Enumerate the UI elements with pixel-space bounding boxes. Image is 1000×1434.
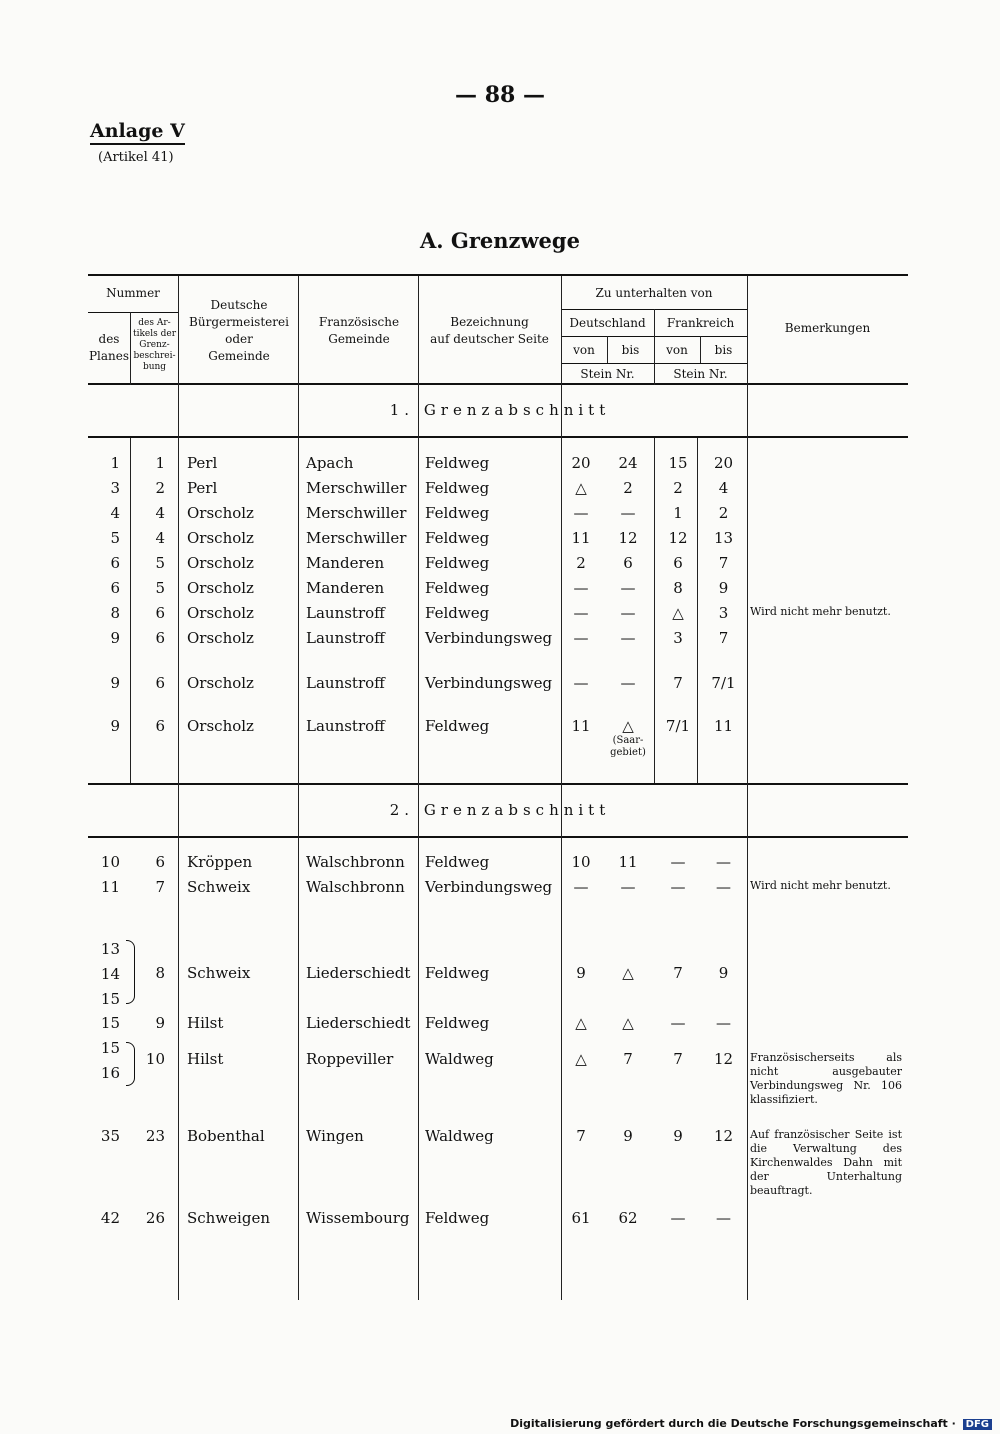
document-heading: A. Grenzwege [420,228,580,253]
cell-plan: 15 16 [100,1038,120,1082]
cell-dvon: 9 [576,964,586,982]
cell-dbis: 24 [618,454,638,472]
footer-credit: Digitalisierung gefördert durch die Deutsche Forschungsgemeinschaft · DFG [510,1417,992,1430]
cell-fr: Apach [306,454,354,472]
cell-bez: Feldweg [425,1014,490,1032]
cell-fvon: △ [672,604,684,622]
cell-dvon: — [573,579,589,597]
cell-fr: Merschwiller [306,529,407,547]
cell-fbis: 12 [713,1127,734,1145]
cell-art: 8 [155,964,165,982]
cell-fr: Manderen [306,579,385,597]
cell-fvon: 15 [668,454,688,472]
cell-art: 6 [155,853,165,871]
cell-fvon: 7/1 [665,717,691,735]
cell-dvon: △ [575,1050,587,1068]
table-row [0,1125,1000,1197]
cell-art: 1 [155,454,165,472]
cell-plan: 6 [110,579,120,597]
cell-fr: Launstroff [306,604,385,622]
cell-art: 26 [145,1209,165,1227]
cell-fvon: 7 [673,674,683,692]
cell-de: Hilst [187,1014,224,1032]
cell-bez: Feldweg [425,717,490,735]
cell-plan: 5 [110,529,120,547]
cell-bez: Waldweg [425,1127,494,1145]
cell-art: 6 [155,604,165,622]
cell-dvon: — [573,878,589,896]
cell-plan: 13 14 15 [100,940,120,1008]
cell-bez: Feldweg [425,479,490,497]
cell-dvon: — [573,504,589,522]
cell-bez: Feldweg [425,579,490,597]
cell-fbis: 9 [718,579,729,597]
cell-fvon: — [670,1014,686,1032]
footer-text: Digitalisierung gefördert durch die Deutsche Forschungsgemeinschaft [510,1417,948,1430]
cell-fbis: — [716,1209,731,1227]
cell-fr: Walschbronn [306,853,405,871]
cell-art: 10 [145,1050,165,1068]
dfg-logo: DFG [963,1419,992,1430]
cell-de: Perl [187,479,218,497]
cell-fvon: 9 [673,1127,683,1145]
table-row [0,715,1000,758]
cell-fvon: — [670,853,686,871]
table-row [0,577,1000,601]
table-row [0,940,1000,1008]
cell-fr: Liederschiedt [306,964,411,982]
page-number: — 88 — [455,82,545,108]
section-title-1: 1. Grenzabschnitt [389,401,611,419]
annex-title: Anlage V [90,120,185,145]
header-nummer: Nummer [106,286,160,300]
cell-art: 6 [155,629,165,647]
cell-bemerkung: Auf französischer Seite ist die Verwaltung des Kirchenwaldes Dahn mit der Unterhaltung beauftragt. [750,1128,902,1197]
cell-dbis-note: (Saar- gebiet) [610,735,646,758]
cell-fbis: 12 [713,1050,734,1068]
header-frankreich: Frankreich [666,316,735,330]
cell-de: Schweix [187,878,251,896]
cell-de: Orscholz [187,674,254,692]
cell-fbis: 11 [713,717,734,735]
header-bemerkungen: Bemerkungen [784,321,871,335]
cell-fr: Roppeviller [306,1050,394,1068]
cell-de: Orscholz [187,717,254,735]
cell-fbis: — [716,878,731,896]
table-row [0,527,1000,551]
cell-bez: Verbindungsweg [425,629,553,647]
cell-dbis: 6 [623,554,633,572]
cell-plan: 9 [110,629,120,647]
cell-fbis: 2 [718,504,729,522]
cell-dvon: 10 [571,853,591,871]
cell-art: 4 [155,504,165,522]
header-des-planes: des Planes [88,332,130,363]
cell-fbis: 20 [713,454,734,472]
cell-fvon: 2 [673,479,683,497]
cell-fbis: 7 [718,554,729,572]
cell-dbis: — [620,604,636,622]
cell-de: Kröppen [187,853,253,871]
table-row [0,1038,1000,1106]
cell-fr: Walschbronn [306,878,405,896]
cell-fbis: 9 [718,964,729,982]
nummer-underline [88,312,178,313]
brace-15-16 [126,1042,135,1086]
cell-bez: Feldweg [425,554,490,572]
cell-fvon: 7 [673,964,683,982]
cell-fr: Manderen [306,554,385,572]
table-row [0,502,1000,526]
header-fr-stein: Stein Nr. [673,367,728,381]
cell-bemerkung: Wird nicht mehr benutzt. [750,879,891,892]
header-bottom-rule [88,383,908,385]
cell-dvon: △ [575,1014,587,1032]
cell-bez: Feldweg [425,454,490,472]
cell-de: Orscholz [187,554,254,572]
table-row [0,876,1000,900]
cell-art: 23 [145,1127,165,1145]
table-row [0,672,1000,696]
cell-de: Orscholz [187,504,254,522]
cell-dbis: — [620,674,636,692]
cell-fr: Launstroff [306,717,385,735]
header-franzoesische: Französische Gemeinde [318,315,400,346]
cell-plan: 9 [110,674,120,692]
cell-dvon: — [573,604,589,622]
cell-dbis: △ [622,717,634,735]
cell-art: 5 [155,554,165,572]
header-de-von: von [573,343,595,357]
cell-fvon: 3 [673,629,683,647]
cell-bemerkung: Französischerseits als nicht ausgebauter Verbindungsweg Nr. 106 klassifiziert. [750,1051,902,1106]
cell-de: Orscholz [187,629,254,647]
header-de-bis: bis [621,343,640,357]
cell-fr: Launstroff [306,629,385,647]
cell-dvon: — [573,674,589,692]
cell-dvon: 20 [571,454,591,472]
cell-fr: Liederschiedt [306,1014,411,1032]
cell-de: Orscholz [187,529,254,547]
cell-plan: 9 [110,717,120,735]
cell-art: 6 [155,674,165,692]
cell-dbis: — [620,579,636,597]
cell-dvon: 11 [571,529,591,547]
cell-fvon: 7 [673,1050,683,1068]
cell-bez: Feldweg [425,504,490,522]
header-deutsche: Deutsche Bürgermeisterei oder Gemeinde [189,298,289,363]
cell-fbis: — [716,853,731,871]
cell-fvon: 8 [673,579,683,597]
header-fr-von: von [666,343,688,357]
cell-bez: Feldweg [425,604,490,622]
cell-dbis: 9 [623,1127,633,1145]
cell-dbis: — [620,504,636,522]
cell-art: 2 [155,479,165,497]
table-row [0,552,1000,576]
section-title-2: 2. Grenzabschnitt [389,801,611,819]
cell-bez: Feldweg [425,853,490,871]
cell-plan: 6 [110,554,120,572]
cell-de: Bobenthal [187,1127,265,1145]
cell-dbis: △ [622,1014,634,1032]
cell-plan: 11 [100,878,120,896]
cell-fbis: 7/1 [711,674,736,692]
section2-rule [88,836,908,838]
cell-art: 7 [155,878,165,896]
header-zu-unterhalten: Zu unterhalten von [595,286,713,300]
cell-fr: Merschwiller [306,504,407,522]
cell-art: 9 [155,1014,165,1032]
cell-dvon: 61 [571,1209,591,1227]
cell-fbis: 13 [713,529,734,547]
cell-fvon: — [670,1209,686,1227]
cell-plan: 15 [100,1014,120,1032]
cell-bez: Verbindungsweg [425,674,553,692]
cell-bemerkung: Wird nicht mehr benutzt. [750,605,891,618]
cell-fbis: 7 [718,629,729,647]
cell-plan: 35 [100,1127,120,1145]
cell-dbis: △ [622,964,634,982]
table-row [0,627,1000,651]
section1-end-rule [88,783,908,785]
cell-de: Perl [187,454,218,472]
table-top-rule [88,274,908,276]
cell-art: 6 [155,717,165,735]
cell-dvon: 2 [576,554,586,572]
cell-fr: Merschwiller [306,479,407,497]
table-row [0,1012,1000,1036]
cell-bez: Feldweg [425,964,490,982]
cell-bez: Waldweg [425,1050,494,1068]
cell-de: Orscholz [187,579,254,597]
cell-dbis: 11 [618,853,638,871]
cell-de: Hilst [187,1050,224,1068]
cell-dvon: 11 [571,717,591,735]
cell-fr: Wingen [306,1127,364,1145]
cell-dbis: — [620,629,636,647]
header-bezeichnung: Bezeichnung auf deutscher Seite [430,315,549,346]
cell-plan: 8 [110,604,120,622]
cell-dvon: — [573,629,589,647]
cell-de: Schweix [187,964,251,982]
cell-dvon: 7 [576,1127,586,1145]
cell-plan: 10 [100,853,120,871]
cell-fvon: 6 [673,554,683,572]
table-row [0,452,1000,476]
cell-de: Schweigen [187,1209,270,1227]
cell-plan: 1 [110,454,120,472]
cell-fr: Launstroff [306,674,385,692]
header-des-artikels: des Ar- tikels der Grenz- beschrei- bung [132,318,177,372]
cell-de: Orscholz [187,604,254,622]
cell-plan: 4 [110,504,120,522]
cell-fvon: — [670,878,686,896]
cell-bez: Feldweg [425,1209,490,1227]
cell-fbis: — [716,1014,731,1032]
cell-bez: Verbindungsweg [425,878,553,896]
header-de-stein: Stein Nr. [580,367,635,381]
cell-bez: Feldweg [425,529,490,547]
annex-subtitle: (Artikel 41) [98,150,174,165]
cell-dbis: 2 [623,479,633,497]
cell-fbis: 3 [718,604,729,622]
cell-dbis: 12 [618,529,638,547]
cell-fvon: 1 [673,504,683,522]
cell-fr: Wissembourg [306,1209,410,1227]
cell-plan: 3 [110,479,120,497]
header-fr-bis: bis [714,343,733,357]
brace-13-15 [126,940,135,1004]
table-row [0,851,1000,875]
table-row [0,477,1000,501]
section1-rule [88,436,908,438]
table-row [0,602,1000,626]
cell-dbis: 7 [623,1050,633,1068]
header-deutschland: Deutschland [569,316,646,330]
cell-dbis: — [620,878,636,896]
table-row [0,1207,1000,1231]
cell-dbis: 62 [618,1209,638,1227]
cell-plan: 42 [100,1209,120,1227]
cell-dvon: △ [575,479,587,497]
cell-fvon: 12 [668,529,688,547]
cell-fbis: 4 [718,479,729,497]
cell-art: 5 [155,579,165,597]
cell-art: 4 [155,529,165,547]
